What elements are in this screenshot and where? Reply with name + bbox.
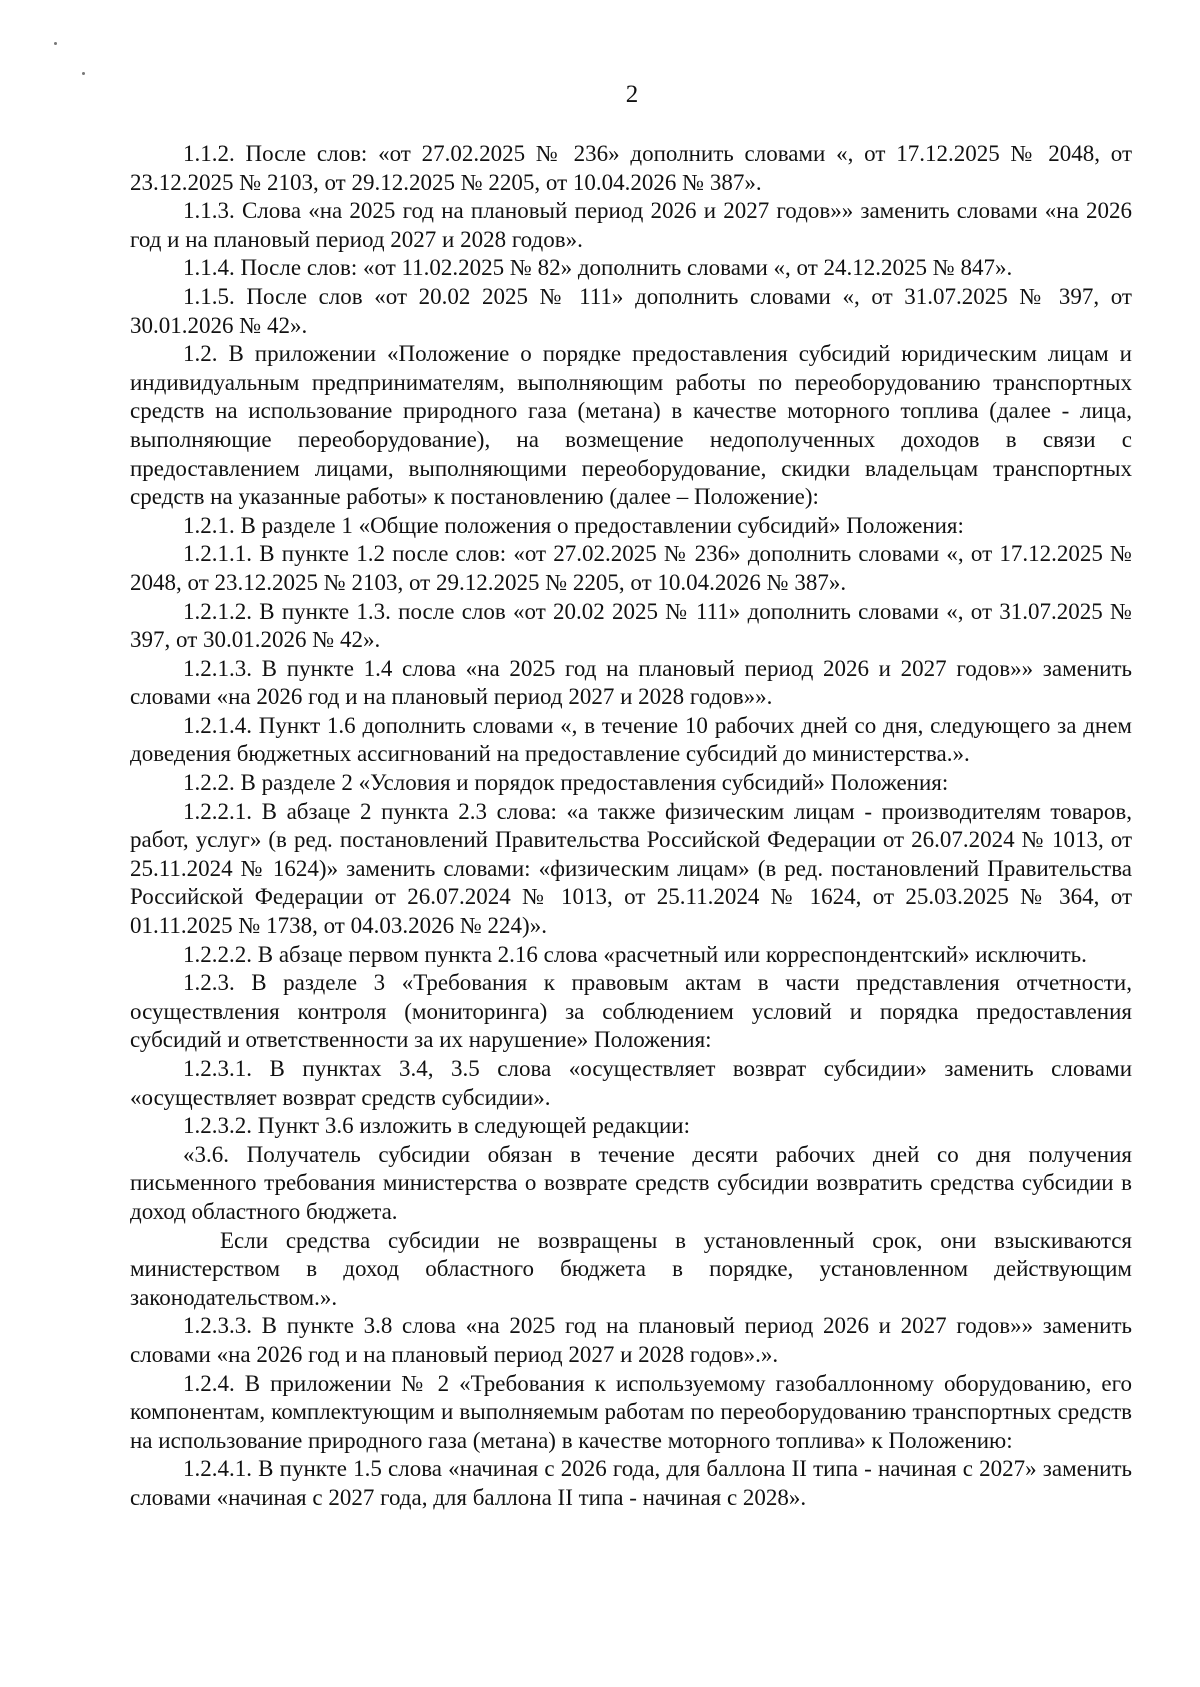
paragraph-1-2-3-3: 1.2.3.3. В пункте 3.8 слова «на 2025 год на плановый период 2026 и 2027 годов»» заменить словами «на 2026 год и на плановый период 2027 и 2028 годов».». [130,1313,1132,1367]
paragraph-1-2-2-1: 1.2.2.1. В абзаце 2 пункта 2.3 слова: «а также физическим лицам - производителям товаров, работ, услуг» (в ред. постановлений Правительства Российской Федерации от 26.07.2024 № 1013, от 25.11.2024 № 1624)» заменить словами: «физическим лицам» (в ред. постановлений Правительства Российской Федерации от 26.07.2024 № 1013, от 25.11.2024 № 1624, от 25.03.2025 № 364, от 01.11.2025 № 1738, от 04.03.2026 № 224)». [130,798,1132,939]
paragraph-1-2-1-2: 1.2.1.2. В пункте 1.3. после слов «от 20.02 2025 № 111» дополнить словами «, от 31.07.2025 № 397, от 30.01.2026 № 42». [130,598,1132,653]
paragraph-1-2-1-3: 1.2.1.3. В пункте 1.4 слова «на 2025 год на плановый период 2026 и 2027 годов»» заменить словами «на 2026 год и на плановый период 2027 и 2028 годов»». [130,655,1132,710]
paragraph-1-2-1: 1.2.1. В разделе 1 «Общие положения о предоставлении субсидий» Положения: [183,512,964,538]
quoted-paragraph-3-6: «3.6. Получатель субсидии обязан в течение десяти рабочих дней со дня получения письменного требования министерства о возврате средств субсидии возвратить средства субсидии в доход областного бюджета. [130,1141,1132,1224]
paragraph-1-2-3: 1.2.3. В разделе 3 «Требования к правовым актам в части представления отчетности, осуществления контроля (мониторинга) за соблюдением условий и порядка предоставления субсидий и ответственности за их нарушение» Положения: [130,970,1132,1053]
paragraph-1-1-4: 1.1.4. После слов: «от 11.02.2025 № 82» дополнить словами «, от 24.12.2025 № 847». [183,255,1013,281]
paragraph-1-2: 1.2. В приложении «Положение о порядке предоставления субсидий юридическим лицам и индивидуальным предпринимателям, выполняющим работы по переоборудованию транспортных средств на использование природного газа (метана) в качестве моторного топлива (далее - лица, выполняющие переоборудование), на возмещение недополученных доходов в связи с предоставлением лицами, выполняющими переоборудование, скидки владельцам транспортных средств на указанные работы» к постановлению (далее – Положение): [130,341,1132,510]
document-body [130,140,1132,1513]
paragraph-1-1-3: 1.1.3. Слова «на 2025 год на плановый период 2026 и 2027 годов»» заменить словами «на 2026 год и на плановый период 2027 и 2028 годов». [130,198,1132,252]
paragraph-1-2-1-4: 1.2.1.4. Пункт 1.6 дополнить словами «, в течение 10 рабочих дней со дня, следующего за днем доведения бюджетных ассигнований на предоставление субсидий до министерства.». [130,712,1132,767]
paragraph-1-2-1-1: 1.2.1.1. В пункте 1.2 после слов: «от 27.02.2025 № 236» дополнить словами «, от 17.12.2025 № 2048, от 23.12.2025 № 2103, от 29.12.2025 № 2205, от 10.04.2026 № 387». [130,541,1132,595]
paragraph-1-2-3-2: 1.2.3.2. Пункт 3.6 изложить в следующей редакции: [183,1113,690,1139]
paragraph-1-2-4: 1.2.4. В приложении № 2 «Требования к используемому газобаллонному оборудованию, его компонентам, комплектующим и выполняемым работам по переоборудованию транспортных средств на использование природного газа (метана) в качестве моторного топлива» к Положению: [130,1370,1132,1453]
quoted-paragraph-3-6-continued: Если средства субсидии не возвращены в установленный срок, они взыскиваются министерством в доход областного бюджета в порядке, установленном действующим законодательством.». [130,1227,1132,1310]
paragraph-1-1-2: 1.1.2. После слов: «от 27.02.2025 № 236» дополнить словами «, от 17.12.2025 № 2048, от 23.12.2025 № 2103, от 29.12.2025 № 2205, от 10.04.2026 № 387». [130,141,1132,195]
paragraph-1-2-2: 1.2.2. В разделе 2 «Условия и порядок предоставления субсидий» Положения: [183,770,949,796]
page-number: 2 [625,81,639,108]
paragraph-1-2-2-2: 1.2.2.2. В абзаце первом пункта 2.16 слова «расчетный или корреспондентский» исключить. [183,941,1087,967]
paragraph-1-2-4-1: 1.2.4.1. В пункте 1.5 слова «начиная с 2026 года, для баллона II типа - начиная с 2027» заменить словами «начиная с 2027 года, для баллона II типа - начиная с 2028». [130,1456,1132,1510]
scan-speck [54,42,57,45]
paragraph-1-2-3-1: 1.2.3.1. В пунктах 3.4, 3.5 слова «осуществляет возврат субсидии» заменить словами «осуществляет возврат средств субсидии». [130,1056,1132,1110]
paragraph-1-1-5: 1.1.5. После слов «от 20.02 2025 № 111» дополнить словами «, от 31.07.2025 № 397, от 30.01.2026 № 42». [130,283,1132,338]
scan-speck [82,72,85,75]
